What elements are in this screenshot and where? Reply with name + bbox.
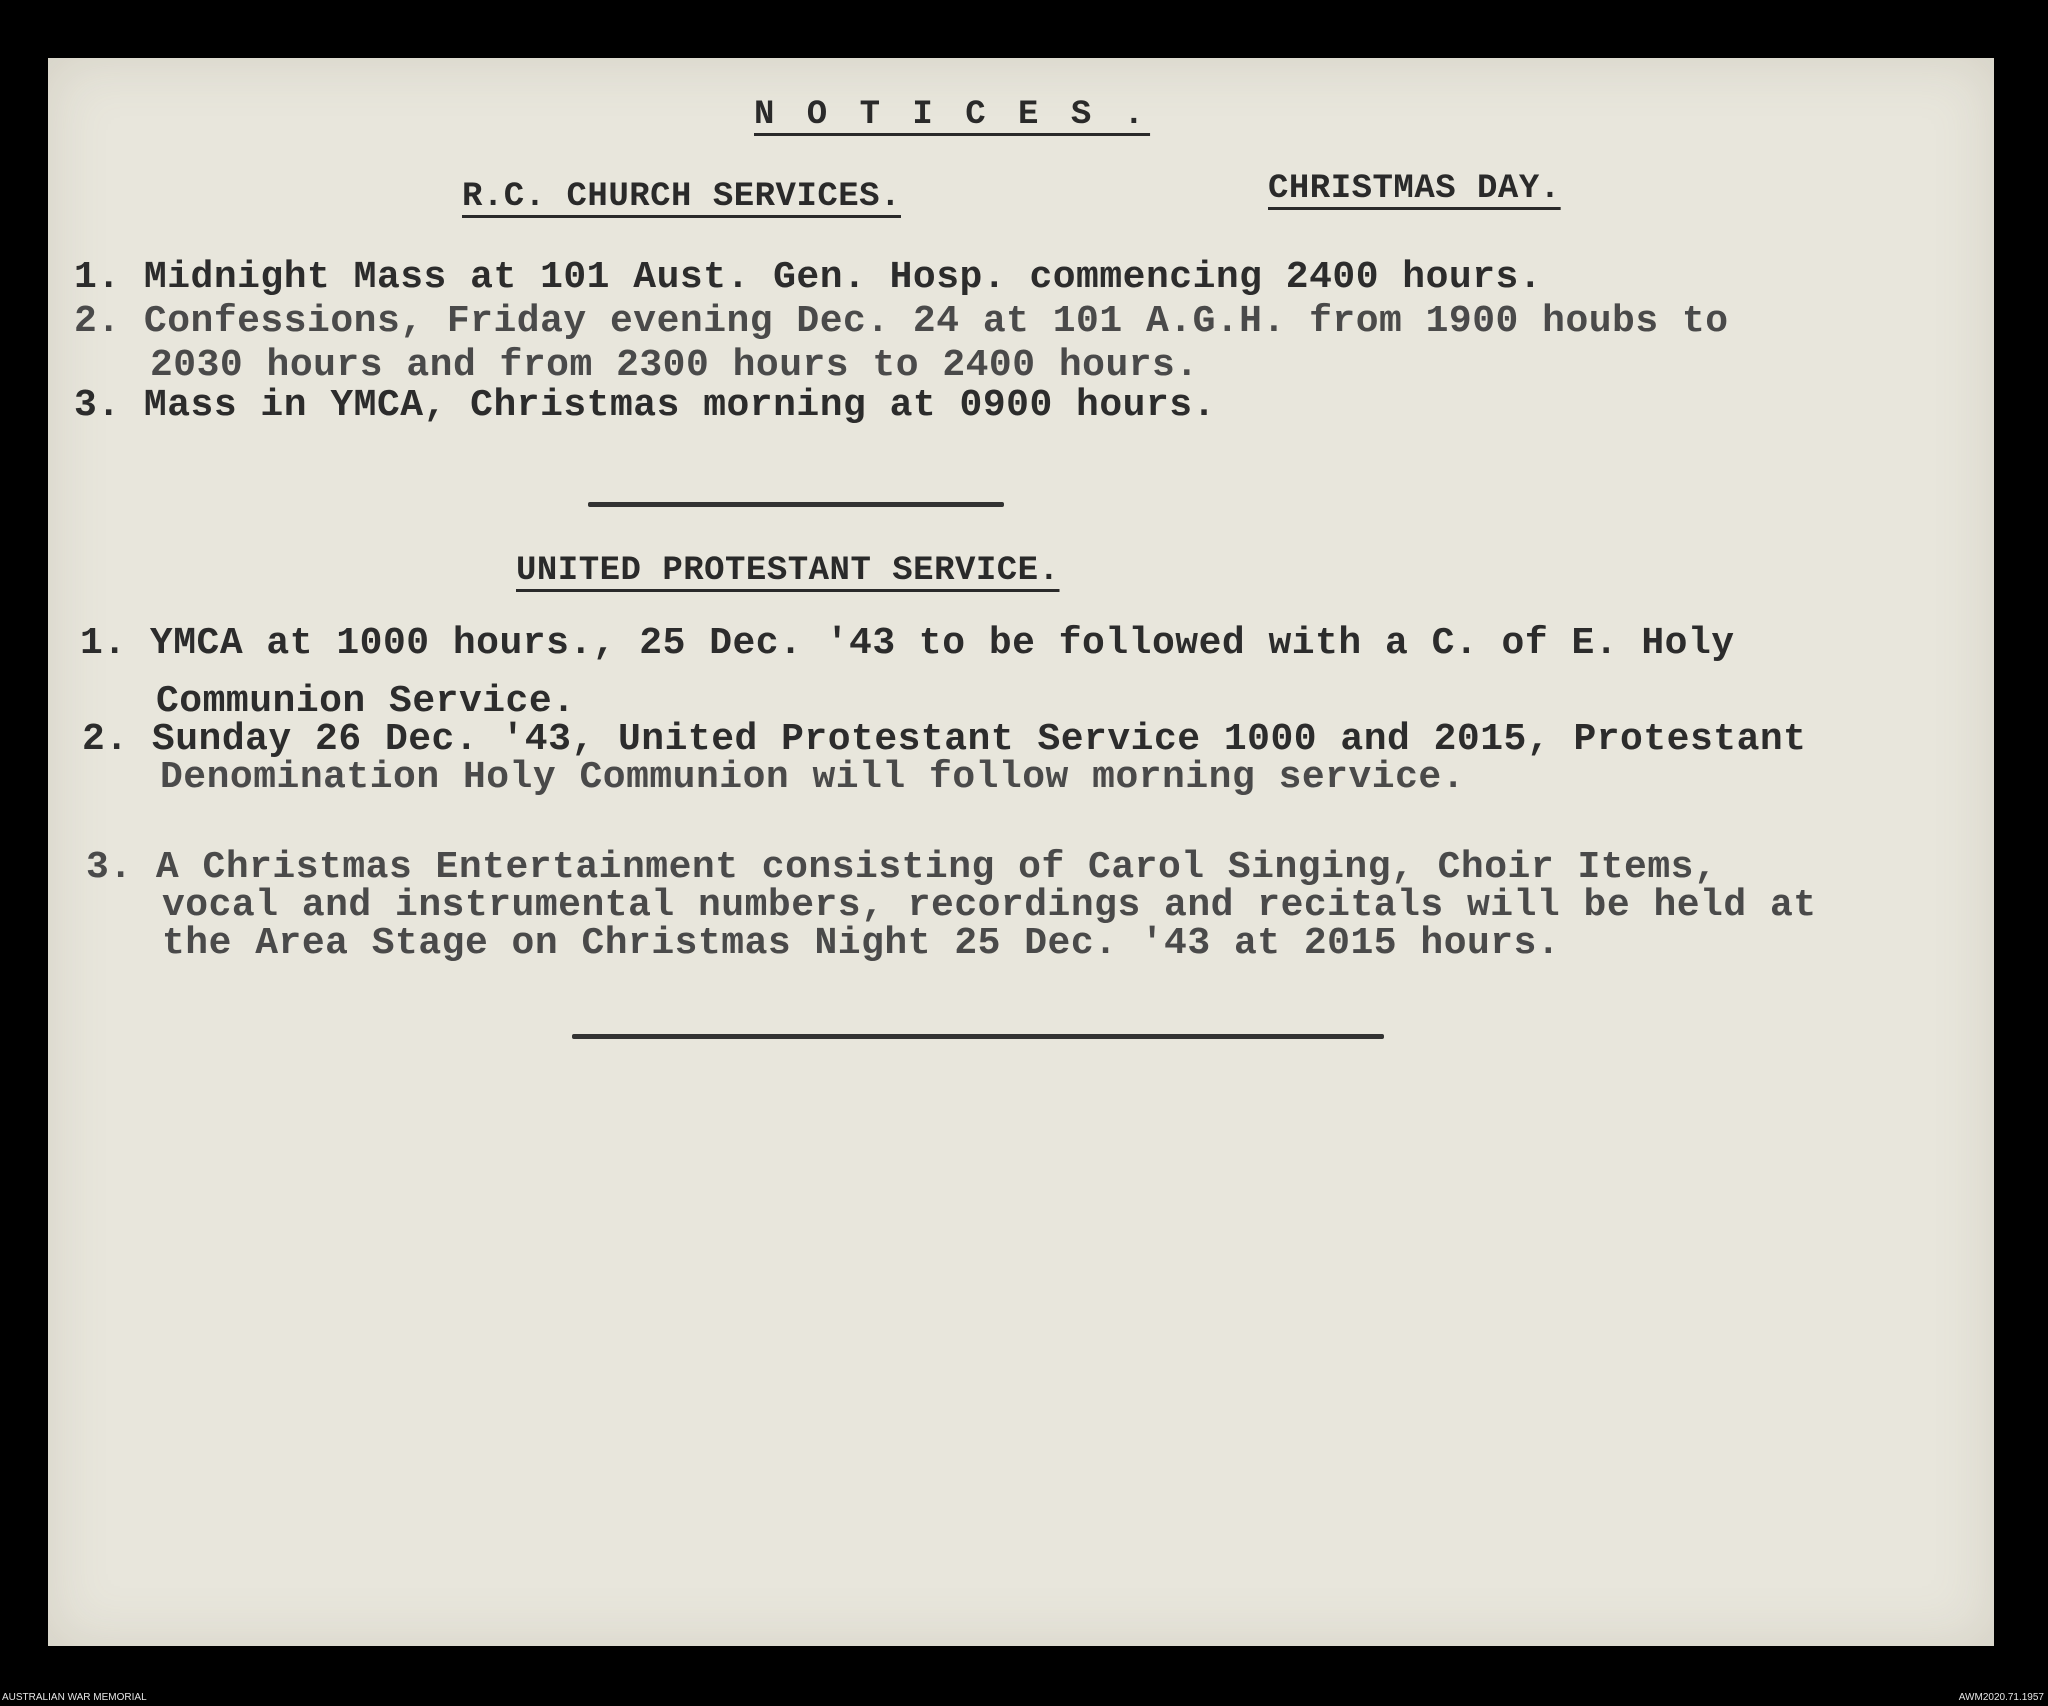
rc-services-heading: R.C. CHURCH SERVICES. (462, 178, 901, 216)
protestant-item-3-cont-1: vocal and instrumental numbers, recordings and recitals will be held at (162, 884, 1817, 927)
rc-item-1: 1. Midnight Mass at 101 Aust. Gen. Hosp. commencing 2400 hours. (74, 256, 1543, 299)
protestant-item-3: 3. A Christmas Entertainment consisting of Carol Singing, Choir Items, (86, 846, 1718, 889)
archive-credit: AUSTRALIAN WAR MEMORIAL (2, 1692, 147, 1703)
protestant-item-2-cont: Denomination Holy Communion will follow morning service. (160, 756, 1466, 799)
christmas-day-heading: CHRISTMAS DAY. (1268, 170, 1561, 208)
protestant-item-1-cont: Communion Service. (156, 680, 576, 723)
rc-item-3: 3. Mass in YMCA, Christmas morning at 0900 hours. (74, 384, 1216, 427)
protestant-heading: UNITED PROTESTANT SERVICE. (516, 552, 1060, 590)
archive-reference: AWM2020.71.1957 (1958, 1692, 2044, 1703)
divider-rule-1 (588, 502, 1004, 507)
rc-item-2-cont: 2030 hours and from 2300 hours to 2400 hours. (150, 344, 1199, 387)
protestant-item-3-cont-2: the Area Stage on Christmas Night 25 Dec. '43 at 2015 hours. (162, 922, 1561, 965)
protestant-item-2: 2. Sunday 26 Dec. '43, United Protestant Service 1000 and 2015, Protestant (82, 718, 1807, 761)
divider-rule-2 (572, 1034, 1384, 1039)
notices-title: N O T I C E S . (754, 96, 1151, 134)
rc-item-2: 2. Confessions, Friday evening Dec. 24 at 101 A.G.H. from 1900 houbs to (74, 300, 1729, 343)
protestant-item-1: 1. YMCA at 1000 hours., 25 Dec. '43 to be followed with a C. of E. Holy (80, 622, 1735, 665)
